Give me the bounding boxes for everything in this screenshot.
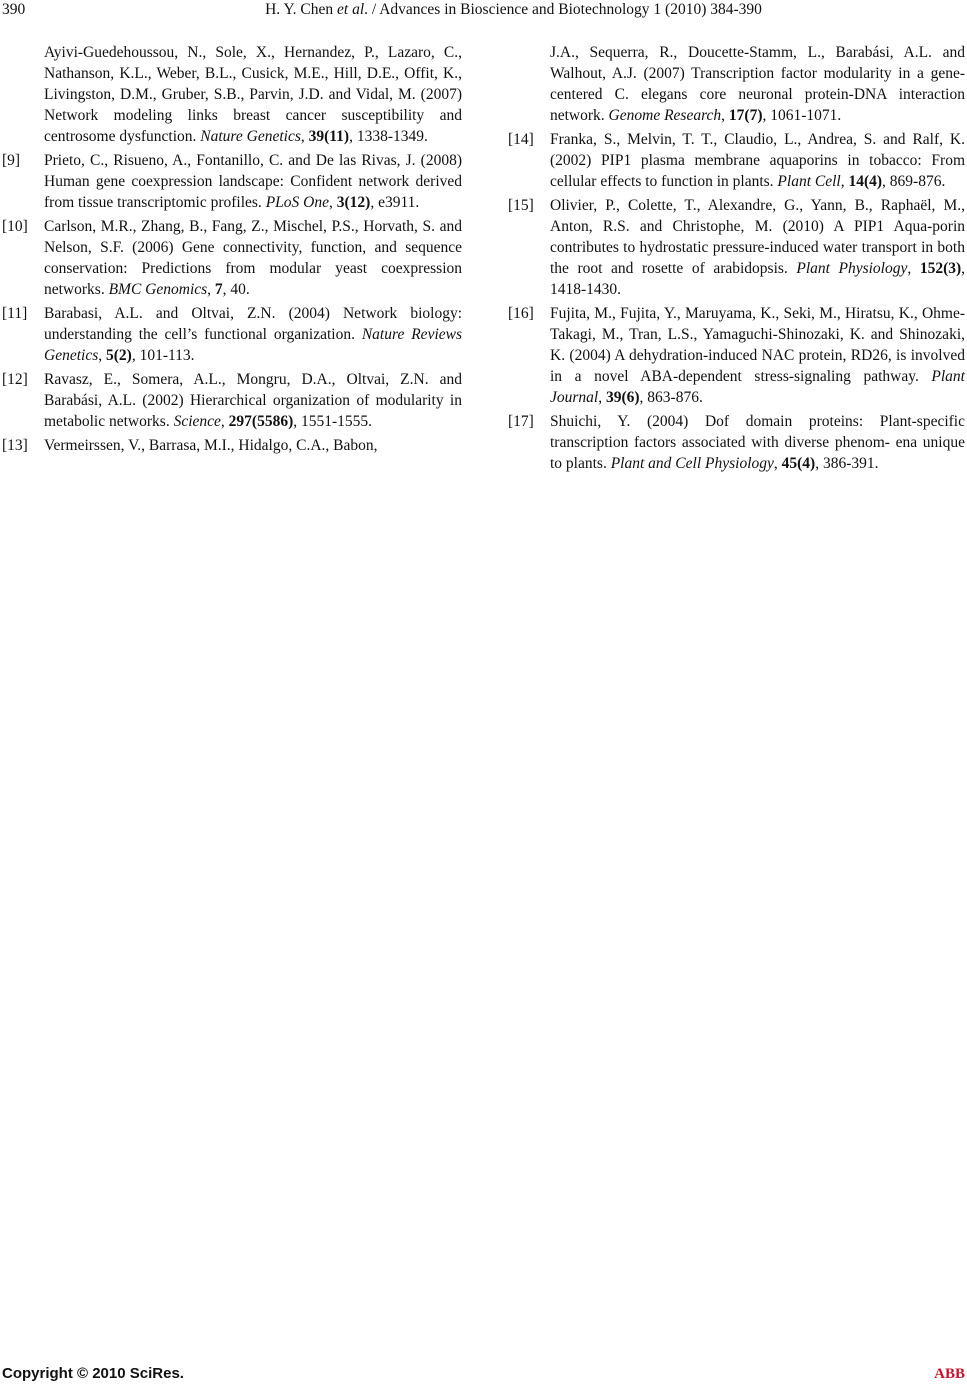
running-head-etal: et al: [337, 1, 365, 18]
reference-journal: Science: [173, 413, 221, 430]
reference-entry: [2, 150, 462, 213]
reference-sep: ,: [907, 260, 920, 277]
reference-sep: ,: [721, 107, 729, 124]
reference-text: Fujita, M., Fujita, Y., Maruyama, K., Seki, M., Hiratsu, K., Ohme-Takagi, M., Tran, L.S., Yamaguchi-Shinozaki, K. and Shinozaki, K. (2004) A dehydration-induced NAC protein, RD26, is involved in a novel ABA-dependent stress-signaling pathway.: [550, 305, 965, 385]
reference-journal: PLoS One: [265, 194, 329, 211]
reference-number: [11]: [2, 305, 28, 322]
reference-text: J.A., Sequerra, R., Doucette-Stamm, L., Barabási, A.L. and Walhout, A.J. (2007) Transcription factor modularity in a gene-centered C. elegans core neuronal protein-DNA interaction network.: [550, 44, 965, 124]
reference-pages: , 40.: [222, 281, 250, 298]
reference-journal: Plant Journal: [550, 368, 965, 406]
reference-pages: , 1418-1430.: [550, 260, 966, 298]
reference-text: Prieto, C., Risueno, A., Fontanillo, C. and De las Rivas, J. (2008) Human gene coexpression landscape: Confident network derived from tissue transcriptomic profiles.: [44, 152, 462, 211]
reference-entry: [508, 303, 965, 408]
reference-number: [14]: [508, 131, 534, 148]
reference-sep: ,: [300, 128, 309, 145]
reference-journal: Nature Genetics: [200, 128, 301, 145]
reference-journal: BMC Genomics: [108, 281, 208, 298]
reference-journal: Plant and Cell Physiology: [610, 455, 774, 472]
reference-journal: Nature Reviews Genetics: [44, 326, 463, 364]
reference-pages: , 101-113.: [131, 347, 195, 364]
reference-pages: , 869-876.: [882, 173, 946, 190]
reference-number: [12]: [2, 371, 28, 388]
reference-text: Vermeirssen, V., Barrasa, M.I., Hidalgo, C.A., Babon,: [44, 437, 378, 454]
reference-volume: 297(5586): [228, 413, 294, 430]
reference-volume: 5(2): [105, 347, 132, 364]
reference-text: Ravasz, E., Somera, A.L., Mongru, D.A., Oltvai, Z.N. and Barabási, A.L. (2002) Hierarchical organization of modularity in metabolic networks.: [44, 371, 462, 430]
reference-journal: Plant Physiology: [796, 260, 908, 277]
reference-pages: , 386-391.: [815, 455, 879, 472]
left-reference-column: [2, 42, 462, 459]
reference-number: [9]: [2, 152, 21, 169]
reference-number: [10]: [2, 218, 28, 235]
reference-entry: [508, 195, 965, 300]
reference-volume: 17(7): [728, 107, 763, 124]
reference-volume: 39(11): [308, 128, 350, 145]
reference-volume: 14(4): [848, 173, 883, 190]
reference-pages: , 1338-1349.: [349, 128, 428, 145]
reference-text: Olivier, P., Colette, T., Alexandre, G., Yann, B., Raphaël, M., Anton, R.S. and Christophe, M. (2010) A PIP1 Aqua-porin contributes to hydrostatic pressure-induced water transport in both the root and rosette of arabidopsis.: [550, 197, 965, 277]
reference-text: Franka, S., Melvin, T. T., Claudio, L., Andrea, S. and Ralf, K. (2002) PIP1 plasma membrane aquaporins in tobacco: From cellular effects to function in plants.: [550, 131, 965, 190]
reference-journal: Genome Research: [608, 107, 722, 124]
reference-sep: ,: [98, 347, 106, 364]
reference-sep: ,: [328, 194, 337, 211]
page-footer: [0, 1364, 967, 1386]
reference-number: [17]: [508, 413, 534, 430]
reference-volume: 45(4): [781, 455, 816, 472]
reference-sep: ,: [840, 173, 849, 190]
reference-pages: , 1551-1555.: [293, 413, 373, 430]
reference-entry: [2, 303, 462, 366]
running-head-journal: . / Advances in Bioscience and Biotechnology 1 (2010) 384-390: [364, 1, 762, 18]
running-head-authors: H. Y. Chen: [265, 1, 338, 18]
right-reference-column: [508, 42, 965, 477]
page-header: [0, 0, 967, 26]
reference-volume: 152(3): [919, 260, 962, 277]
reference-sep: ,: [207, 281, 215, 298]
copyright-notice: Copyright © 2010 SciRes.: [2, 1365, 184, 1382]
reference-number: [16]: [508, 305, 534, 322]
reference-number: [15]: [508, 197, 534, 214]
reference-entry: [508, 129, 965, 192]
reference-sep: ,: [598, 389, 606, 406]
reference-journal: Plant Cell: [777, 173, 841, 190]
reference-entry: [2, 435, 462, 456]
reference-entry: [2, 369, 462, 432]
reference-sep: ,: [773, 455, 782, 472]
reference-volume: 39(6): [605, 389, 640, 406]
page-number: 390: [2, 1, 26, 18]
reference-number: [13]: [2, 437, 28, 454]
reference-volume: 7: [214, 281, 223, 298]
reference-text: Shuichi, Y. (2004) Dof domain proteins: Plant-specific transcription factors associated with diverse phenom- ena unique to plants.: [550, 413, 965, 472]
reference-entry: [2, 216, 462, 300]
reference-entry: [508, 411, 965, 474]
reference-text: Barabasi, A.L. and Oltvai, Z.N. (2004) Network biology: understanding the cell’s functional organization.: [44, 305, 462, 343]
reference-text: Ayivi-Guedehoussou, N., Sole, X., Hernandez, P., Lazaro, C., Nathanson, K.L., Weber, B.L., Cusick, M.E., Hill, D.E., Offit, K., Livingston, D.M., Gruber, S.B., Parvin, J.D. and Vidal, M. (2007) Network modeling links breast cancer susceptibility and centrosome dysfunction.: [44, 44, 462, 145]
reference-sep: ,: [220, 413, 229, 430]
running-head: [60, 0, 967, 20]
reference-entry: [508, 42, 965, 126]
reference-pages: , e3911.: [370, 194, 420, 211]
reference-entry: [2, 42, 462, 147]
journal-abbreviation: ABB: [934, 1366, 965, 1382]
reference-volume: 3(12): [336, 194, 371, 211]
reference-pages: , 1061-1071.: [762, 107, 842, 124]
reference-text: Carlson, M.R., Zhang, B., Fang, Z., Mischel, P.S., Horvath, S. and Nelson, S.F. (2006) Gene connectivity, function, and sequence conservation: Predictions from modular yeast coexpression networks.: [44, 218, 462, 298]
reference-pages: , 863-876.: [639, 389, 703, 406]
